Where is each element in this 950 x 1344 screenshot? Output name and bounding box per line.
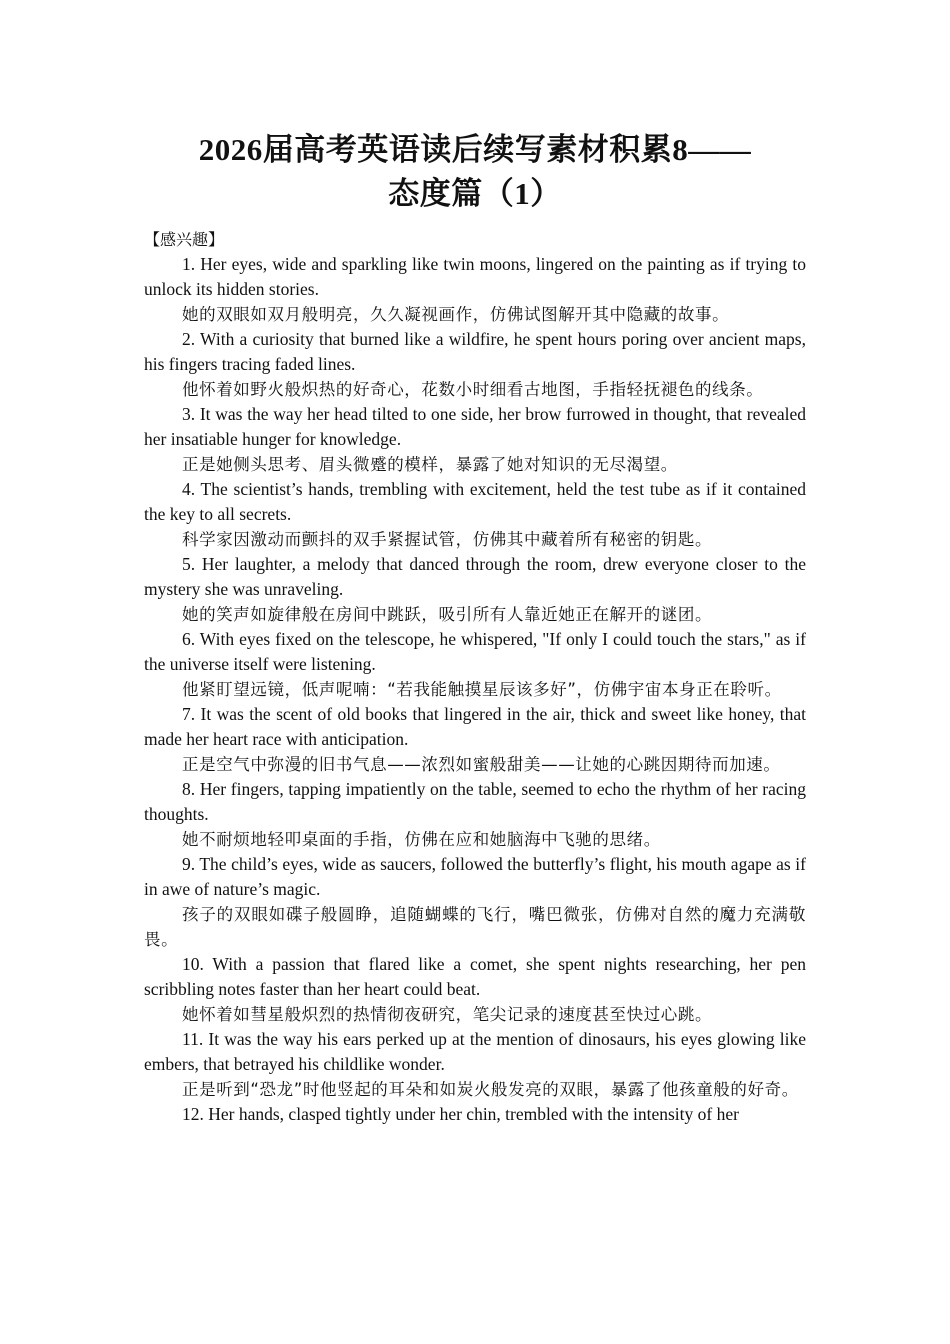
chinese-translation: 科学家因激动而颤抖的双手紧握试管，仿佛其中藏着所有秘密的钥匙。 xyxy=(182,530,713,549)
chinese-translation: 他怀着如野火般炽热的好奇心，花数小时细看古地图，手指轻抚褪色的线条。 xyxy=(182,380,764,399)
english-sentence: 2. With a curiosity that burned like a wildfire, he spent hours poring over ancient maps, his fingers tracing faded lines. xyxy=(144,329,806,374)
chinese-translation: 她不耐烦地轻叩桌面的手指，仿佛在应和她脑海中飞驰的思绪。 xyxy=(182,830,661,849)
english-sentence: 6. With eyes fixed on the telescope, he whispered, "If only I could touch the stars," as if the universe itself were listening. xyxy=(144,629,806,674)
document-page xyxy=(144,128,806,1127)
english-sentence: 12. Her hands, clasped tightly under her chin, trembled with the intensity of her xyxy=(182,1104,739,1124)
document-title xyxy=(144,128,806,216)
english-sentence: 10. With a passion that flared like a comet, she spent nights researching, her pen scribbling notes faster than her heart could beat. xyxy=(144,954,806,999)
english-sentence: 7. It was the scent of old books that lingered in the air, thick and sweet like honey, that made her heart race with anticipation. xyxy=(144,704,806,749)
english-sentence: 1. Her eyes, wide and sparkling like twin moons, lingered on the painting as if trying to unlock its hidden stories. xyxy=(144,254,806,299)
chinese-translation: 正是空气中弥漫的旧书气息——浓烈如蜜般甜美——让她的心跳因期待而加速。 xyxy=(182,755,781,774)
section-label: 【感兴趣】 xyxy=(144,230,225,249)
chinese-translation: 她的笑声如旋律般在房间中跳跃，吸引所有人靠近她正在解开的谜团。 xyxy=(182,605,713,624)
chinese-translation: 她怀着如彗星般炽烈的热情彻夜研究，笔尖记录的速度甚至快过心跳。 xyxy=(182,1005,713,1024)
title-line-2: 态度篇（1） xyxy=(388,176,562,211)
chinese-translation: 正是她侧头思考、眉头微蹙的模样，暴露了她对知识的无尽渴望。 xyxy=(182,455,678,474)
chinese-translation: 正是听到“恐龙”时他竖起的耳朵和如炭火般发亮的双眼，暴露了他孩童般的好奇。 xyxy=(182,1080,799,1099)
chinese-translation: 孩子的双眼如碟子般圆睁，追随蝴蝶的飞行，嘴巴微张，仿佛对自然的魔力充满敬畏。 xyxy=(144,905,806,949)
english-sentence: 8. Her fingers, tapping impatiently on the table, seemed to echo the rhythm of her racing thoughts. xyxy=(144,779,806,824)
entry-list xyxy=(144,252,806,1127)
title-line-1: 2026届高考英语读后续写素材积累8—— xyxy=(198,132,752,167)
english-sentence: 11. It was the way his ears perked up at the mention of dinosaurs, his eyes glowing like embers, that betrayed his childlike wonder. xyxy=(144,1029,806,1074)
english-sentence: 3. It was the way her head tilted to one side, her brow furrowed in thought, that revealed her insatiable hunger for knowledge. xyxy=(144,404,806,449)
chinese-translation: 她的双眼如双月般明亮，久久凝视画作，仿佛试图解开其中隐藏的故事。 xyxy=(182,305,730,324)
english-sentence: 5. Her laughter, a melody that danced through the room, drew everyone closer to the mystery she was unraveling. xyxy=(144,554,806,599)
english-sentence: 4. The scientist’s hands, trembling with excitement, held the test tube as if it contained the key to all secrets. xyxy=(144,479,806,524)
chinese-translation: 他紧盯望远镜，低声呢喃：“若我能触摸星辰该多好”，仿佛宇宙本身正在聆听。 xyxy=(182,680,782,699)
english-sentence: 9. The child’s eyes, wide as saucers, followed the butterfly’s flight, his mouth agape as if in awe of nature’s magic. xyxy=(144,854,806,899)
